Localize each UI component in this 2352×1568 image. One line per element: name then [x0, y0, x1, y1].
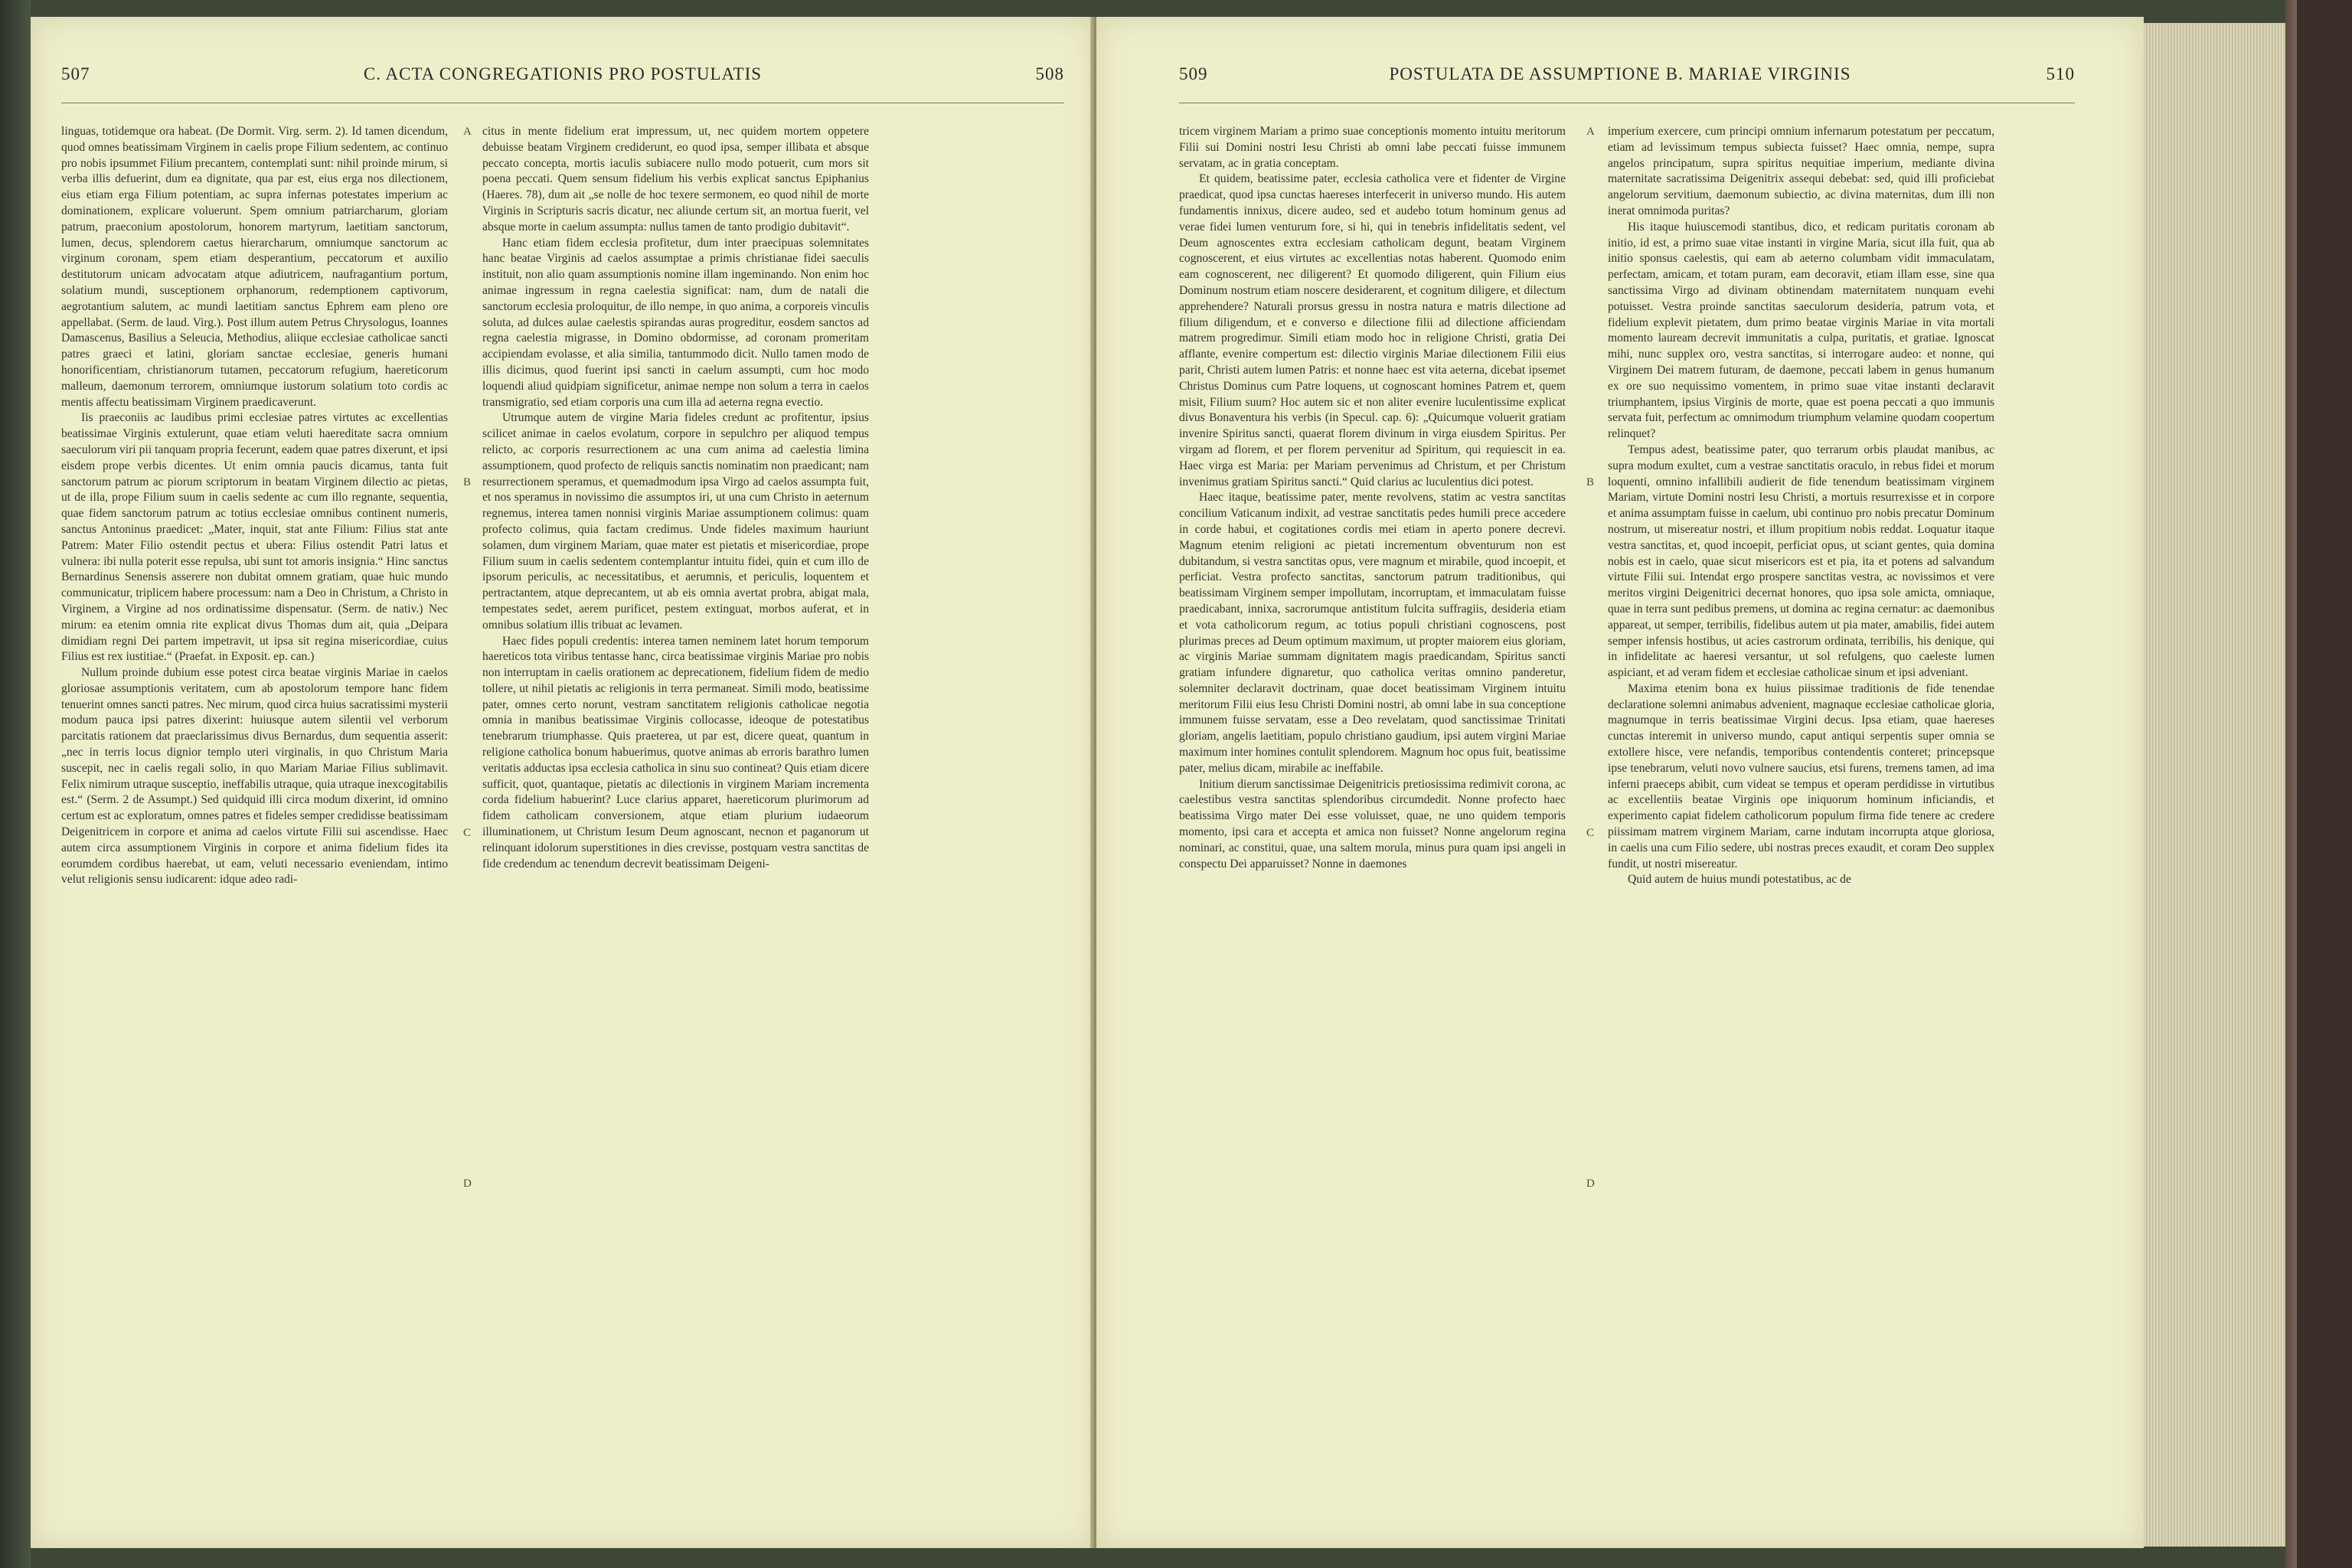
text-column	[482, 124, 869, 872]
margin-letter: B	[1586, 476, 1595, 488]
paragraph: Quid autem de huius mundi potestatibus, ac de	[1628, 873, 1851, 887]
paragraph: Nullum proinde dubium esse potest circa beatae virginis Mariae in caelos gloriosae assumptionis veritatem, cum ab apostolorum tempore hanc fidem tenuerint omnes sancti patres. Nec mirum, quod circa huius sacratissimi mysterii modum pauca ipsi patres dixerint: huiusque autem silentii vel verborum parcitatis rationem dat praeclarissimus divus Bernardus, dum sequentia asserit: „nec in terris locus dignior templo uteri virginalis, in quo Christum Maria suscepit, nec in caelis regali solio, in quo Mariam Mariae Filius sublimavit. Felix nimirum utraque susceptio, ineffabilis utraque, quia utraque inexcogitabilis est.“ (Serm. 2 de Assumpt.) Sed quidquid illi circa modum dixerint, id omnino certum est ac exploratum, omnes patres et fideles semper credidisse beatissimam Deigenitricem in corpore et anima ad caelos virtute Filii sui ascendisse. Haec autem circa assumptionem Virginis in corpore et anima fidelium fides ita eorumdem cordibus haerebat, ut eam, veluti necessario eveniendam, intimo velut religionis sensu iudicarent: idque adeo radi-	[61, 666, 448, 887]
text-column	[1179, 124, 1566, 872]
left-page	[31, 17, 1096, 1548]
page-number: 507	[61, 64, 90, 83]
text-column	[61, 124, 448, 888]
page-title: C. ACTA CONGREGATIONIS PRO POSTULATIS	[363, 64, 763, 83]
paragraph: Haec itaque, beatissime pater, mente revolvens, statim ac vestra sanctitas concilium Vaticanum indixit, ad vestrae sanctitatis pedes humili prece accedere in corde habui, et cogitationes cordis mei etiam in aperto ponere decrevi. Magnum etenim religioni ac pietati incrementum obventurum non est dubitandum, si vestra sanctitas opus, vere magnum et mirabile, quod incoepit, et perficiat. Vestra profecto sanctitas, sanctorum patrum traditionibus, qui beatissimam Virginem semper impollutam, incorruptam, et immaculatam fuisse praedicabant, innixa, sacrorumque antistitum fulcita suffragiis, desideria etiam et vota catholicorum regum, ac totius populi christiani cognoscens, post plurimas preces ad Deum optimum maximum, ut propter maiorem eius gloriam, ac virginis Mariae summam dignitatem magis praedicandam, Spiritus sancti gratiam infundere dignaretur, quo catholica veritas omnino panderetur, solemniter declaravit doctrinam, quae docet beatissimam Virginem intuitu meritorum Filii eius Iesu Christi Domini nostri, ab omni labe in sua conceptione immunem fuisse servatam, esse a Deo revelatam, quod sanctissimae Trinitati gloriam, angelis laetitiam, populo christiano gaudium, ipsi autem virgini Mariae maximum inter homines contulit splendorem. Magnum hoc opus fuit, beatissime pater, melius dicam, mirabile ac ineffabile.	[1179, 491, 1566, 775]
page-number: 510	[2046, 64, 2075, 83]
page-title: POSTULATA DE ASSUMPTIONE B. MARIAE VIRGINIS	[1389, 64, 1851, 83]
text-column	[1608, 124, 1994, 888]
margin-letter: C	[463, 827, 472, 839]
paragraph: Maxima etenim bona ex huius piissimae traditionis de fide tenendae declaratione solemni animabus advenient, magnaque ecclesiae catholicae gloria, magnumque in terris beatissimae Virgini decus. Ipsa etiam, quae haereses cunctas interemit in universo mundo, caput antiqui serpentis super omnia se extollere hisce, vere nefandis, temporibus contendentis conteret; princepsque ipse tenebrarum, veluti novo vulnere saucius, etsi furens, tremens tamen, ad ima inferni praeceps abibit, cum videat se tempus et operam perdidisse in virtutibus ac excellentiis beatae Virginis ope iniquorum hominum inficiandis, et experimento capiat fidelem catholicorum populum firma fide tenere ac credere piissimam matrem virginem Mariam, carne indutam incorrupta atque gloriosa, in caelis una cum Filio sedere, ubi nostras preces exaudit, et coram Deo supplex fundit, ut nostri misereatur.	[1608, 681, 1994, 871]
paragraph: imperium exercere, cum principi omnium infernarum potestatum per peccatum, etiam ad levissimum tempus subiecta fuisset? Haec omnia, nempe, supra angelos principatum, supra spiritus nequitiae imperium, mediante divina maternitate sacratissima Deigenitrix assequi debebat: sed, quid illi proficiebat angelorum servitium, daemonum subiectio, ac divina maternitas, dum illi non inerat omnimoda puritas?	[1608, 125, 1994, 217]
paragraph: Utrumque autem de virgine Maria fideles credunt ac profitentur, ipsius scilicet animae in caelos evolatum, corpore in sepulchro per aliquod tempus relicto, ac corporis resurrectionem ac una cum anima ad caelestia limina assumptionem, quod profecto de reliquis sanctis nominatim non praedicant; nam resurrectionem speramus, et quemadmodum ipsa Virgo ad caelos assumpta fuit, et nos speramus in novissimo die assumptos iri, ut una cum Christo in aeternum regnemus, interea tamen nonnisi virginis Mariae assumptionem colimus: quam profecto colimus, quia factam credimus. Unde fideles maximum hauriunt solamen, dum virginem Mariam, quae mater est pietatis et misericordiae, prope Filium suum in caelis sedentem contemplantur intuitu fidei, quin et cum illo de ipsorum periculis, ac necessitatibus, et aerumnis, et periculis, loquentem et pertractantem, atque deprecantem, ut ab eis omnia avertat probra, abigat mala, tempestates sedet, aerem purificet, pestem extinguat, morbos auferat, et in omnibus solatium illis tribuat ac levamen.	[482, 411, 869, 632]
margin-letter: C	[1586, 827, 1595, 839]
page-edges	[2144, 23, 2297, 1547]
scan-left-edge	[0, 0, 31, 1568]
margin-letter: A	[1586, 126, 1595, 138]
paragraph: tricem virginem Mariam a primo suae conceptionis momento intuitu meritorum Filii sui Domini nostri Iesu Christi ab omni labe peccati fuisse immunem servatam, ac in gratia conceptam.	[1179, 125, 1566, 170]
paragraph: linguas, totidemque ora habeat. (De Dormit. Virg. serm. 2). Id tamen dicendum, quod omnes beatissimam Virginem in caelis prope Filium sedentem, ac continuo pro nobis ipsummet Filium precantem, contemplati sunt: nihil proinde mirum, si verba illis defuerint, dum ea dignitate, qua par est, eius erga nos dilectionem, eius etiam erga Filium potentiam, ac supra infernas potestates imperium ac dominationem, explicare voluerunt. Spem omnium patriarcharum, gloriam patrum, praeconium apostolorum, honorem martyrum, laetitiam sanctorum, lumen, decus, splendorem caetus hierarcharum, omniumque sanctorum ac virginum coronam, spem etiam desperantium, peccatorum et auxilio destitutorum unicam advocatam atque adiutricem, naufragantium portum, solatium mundi, susceptionem orphanorum, redemptionem captivorum, aegrotantium salutem, ac mundi laetitiam sanctus Ephrem eam pleno ore appellabat. (Serm. de laud. Virg.). Post illum autem Petrus Chrysologus, Ioannes Damascenus, Basilius a Seleucia, Methodius, aliique ecclesiae catholicae sancti patres graeci et latini, gloriam sanctae ecclesiae, generis humani honorificentiam, christianorum tutamen, peccatorum refugium, haereticorum malleum, daemonum terrorem, omniumque iustorum solatium toto cordis ac mentis affectu beatissimam Virginem praedicaverunt.	[61, 125, 448, 409]
paragraph: Tempus adest, beatissime pater, quo terrarum orbis plaudat manibus, ac supra modum exultet, cum a vestrae sanctitatis oraculo, in rebus fidei et morum loquenti, omnino infallibili audierit de fide tenendum beatissimam virginem Mariam, virtute Domini nostri Iesu Christi, a mortuis resurrexisse et in corpore et anima assumptam fuisse in caelum, ubi continuo pro nobis precatur Dominum nostrum, ut misereatur nostri, et illum propitium nobis reddat. Loquatur itaque vestra sanctitas, et, quod incoepit, perficiat opus, ut sciant gentes, quia domina nobis est in caelo, quae sicut misericors est et pia, ita et potens ad salvandum virtute Filii sui. Intendat ergo prospere sanctitas vestra, ac novissimos et vere meritos virgini Deigenitrici decernat honores, quo ipsa sole amicta, omniaque, quae in terra sunt pedibus premens, ut domina ac regina cernatur: ac daemonibus appareat, ut semper, terribilis, fidelibus autem ut pia mater, amabilis, fidei autem semper infensis hostibus, ut acies castrorum ordinata, terribilis, his denique, qui in infidelitate ac haeresi versantur, ut sol refulgens, quo caeleste lumen aspiciant, et ad veram fidem et ecclesiae catholicae sinum et ipsi adveniant.	[1608, 443, 1994, 680]
paragraph: Initium dierum sanctissimae Deigenitricis pretiosissima redimivit corona, ac caelestibus vestra sanctitas splendoribus circumdedit. Nonne profecto haec beatissima Virgo mater Dei esse voluisset, quae, ne uno quidem temporis momento, ipsi cara et accepta et amica non fuisset? Nonne angelorum regina nominari, ac constitui, quae, una saltem morula, minus pura quam ipsi angeli in conspectu Dei apparuisset? Nonne in daemones	[1179, 777, 1566, 871]
paragraph: Hanc etiam fidem ecclesia profitetur, dum inter praecipuas solemnitates hanc beatae Virginis ad caelos assumptae a primis christianae fidei saeculis instituit, non alio quam assumptionis nomine illam ingeminando. Non enim hoc animae ingressum in regna caelestia significat: nam, dum de natali die sanctorum ecclesia proloquitur, de illo nempe, in quo anima, a corporeis vinculis soluta, ad dulces aulae caelestis spirandas auras progreditur, eosdem sanctos ad regna caelestia migrasse, in Domino obdormisse, ad coronam promeritam accipiendam evolasse, et alia similia, tantummodo dicit. Nullo tamen modo de illis dicimus, quod fuerint ipsi sancti in caelum assumpti, cum hoc modo loquendi aliud quidpiam significetur, animae nempe non solum a terra in caelos transmigratio, sed etiam corporis una cum illa ad aeterna regna evectio.	[482, 236, 869, 409]
margin-letter: D	[463, 1178, 472, 1190]
margin-letter: D	[1586, 1178, 1595, 1190]
margin-letter: A	[463, 126, 472, 138]
paragraph: citus in mente fidelium erat impressum, ut, nec quidem mortem oppetere debuisse beatam Virginem crediderunt, eo quod ipsa, semper illibata et absque peccato concepta, mortis iaculis subiacere nullo modo potuerit, cum mors sit poena peccati. Quem sensum fidelium his verbis explicat sanctus Epiphanius (Haeres. 78), dum ait „se nolle de hoc texere sermonem, eo quod nihil de morte Virginis in Scripturis sacris dicatur, nec aliunde certum sit, an mortua fuerit, vel absque morte in caelum assumpta: nullus tamen de tanto prodigio dubitavit“.	[482, 125, 869, 234]
page-number: 509	[1179, 64, 1208, 83]
scan-right-edge	[2297, 0, 2352, 1568]
margin-letter: B	[463, 476, 472, 488]
paragraph: His itaque huiuscemodi stantibus, dico, et redicam puritatis coronam ab initio, id est, a primo suae vitae instanti in virgine Maria, sicut illa fuit, qua ab initio sponsus caelestis, qui eam ab aeterno columbam vidit immaculatam, perfectam, amicam, et totam puram, eam decoravit, etiam illam esse, sine qua sanctissima Virgo ad divinam obtinendam maternitatem nunquam evehi potuisset. Vestra proinde sanctitas saeculorum desideria, patrum vota, et fidelium explevit pietatem, dum primo beatae virginis Mariae in vita mortali momento lauream decrevit immunitatis a culpa, puritatis, et gratiae. Ignoscat mihi, nunc supplex oro, vestra sanctitas, si interrogare audeo: et nonne, qui Virginem Dei matrem futuram, de daemone, peccati labem in genus humanum ex ore suo nequissimo vomentem, in primo suae vitae instanti declaravit triumphantem, ipsius Virginis de morte, quae est poena peccati a quo immunis servata fuit, perfectum ac omnimodum triumphum velamine quodam coopertum relinquet?	[1608, 220, 1994, 441]
paragraph: Et quidem, beatissime pater, ecclesia catholica vere et fidenter de Virgine praedicat, quod ipsa cunctas haereses interfecerit in universo mundo. His autem fundamentis innixus, dicere audeo, sed et audebo totum hominum genus ad verae fidei lumen venturum fore, si hi, qui in tenebris infidelitatis sedent, vel Deum agnoscentes extra ecclesiam catholicam degunt, beatam Virginem cognoscerent, et eius virtutes ac excellentias notas haberent. Quomodo enim eam cognoscerent, nec diligerent? Et quomodo diligerent, quin Filium eius Dominum nostrum etiam noscere desiderarent, et cognitum diligere, et dilectum apprehendere? Naturali prorsus gressu in nostra natura e matris dilectione ad filium diligendum, et e converso e dilectione filii ad dilectione afficiendam matrem progredimur. Simili etiam modo hoc in religione Christi, gratia Dei afflante, evenire compertum est: dilectio virginis Mariae dilectionem Filii eius parit, Christi autem lumen Patris: et nonne haec est vita aeterna, dicebat ipsemet Christus Dominus cum Patre loquens, ut cognoscant homines Patrem et, quem misit, Filium suum? Hoc autem sic et non aliter evenire luculentissime explicat divus Bonaventura his verbis (in Specul. cap. 6): „Quicumque voluerit gratiam invenire Spiritus sancti, quaerat florem divinum in virga eiusdem Spiritus. Per virgam ad florem, et per florem pervenitur ad Spiritum, qui requiescit in ea. Haec virga est Maria: per Mariam pervenimus ad Christum, et per Christum invenimus gratiam Spiritus sancti.“ Quid clarius ac luculentius dici potest.	[1179, 172, 1566, 488]
right-page	[1096, 17, 2144, 1548]
page-number: 508	[1035, 64, 1064, 83]
paragraph: Haec fides populi credentis: interea tamen neminem latet horum temporum haereticos tota viribus tentasse hanc, circa beatissimae virginis Mariae pro nobis non interruptam in caelis orationem ac deprecationem, fidelium fidem de medio tollere, ut nihil pietatis ac religionis in terra permaneat. Simili modo, beatissime pater, omnes certo norunt, vestram sanctitatem religionis catholicae negotia omnia in manibus beatissimae Virginis collocasse, ideoque de potestatibus tenebrarum triumphasse. Quis praeterea, ut par est, dicere queat, quantum in religione catholica bonum habuerimus, quotve animas ab erroris barathro lumen veritatis adductas ipsa ecclesia catholica in sinu suo contineat? Quis etiam dicere sufficit, quot, quantaque, pietatis ac dilectionis in virginem Mariam incrementa corda fidelium habuerint? Luce clarius apparet, haereticorum plurimorum ad fidem catholicam conversionem, atque etiam plurium iudaeorum illuminationem, ut Christum Iesum Deum agnoscant, necnon et paganorum ut relinquant idolorum superstitiones in dies crevisse, postquam vestra sanctitas de fide credendum ac tenendum decrevit beatissimam Deigeni-	[482, 634, 869, 871]
paragraph: Iis praeconiis ac laudibus primi ecclesiae patres virtutes ac excellentias beatissimae Virginis extulerunt, quae etiam veluti haereditate sacra omnium saeculorum viri pii tanquam propria fecerunt, eadem quae patres dixerunt, et ipsi eisdem prope verbis dicentes. Ut enim omnia paucis dicamus, tanta fuit sanctorum patrum ac piorum scriptorum in beatam Virginem dilectio ac pietas, ut de illa, prope Filium suum in caelis sedente ac cum illo regnante, sequentia, quae fidem sanctorum patrum ac totius ecclesiae omnibus continent numeris, sanctus Antoninus praedicet: „Mater, inquit, stat ante Filium: Filius stat ante Patrem: Mater Filio ostendit pectus et ubera: Filius ostendit Patri latus et vulnera: ibi nulla poterit esse repulsa, ubi sunt tot amoris insignia.“ Hinc sanctus Bernardinus Senensis asserere non dubitat omnem gratiam, quae huic mundo communicatur, triplicem habere processum: nam a Deo in Christum, a Christo in Virginem, a Virgine ad nos ordinatissime dispensatur. (Serm. de nativ.) Nec mirum: ea etenim omnia rite explicat divus Thomas dum ait, quia „Deipara dimidiam regni Dei partem impetravit, ut ipsa sit regina misericordiae, cuius Filius est rex iustitiae.“ (Praefat. in Exposit. ep. can.)	[61, 411, 448, 664]
